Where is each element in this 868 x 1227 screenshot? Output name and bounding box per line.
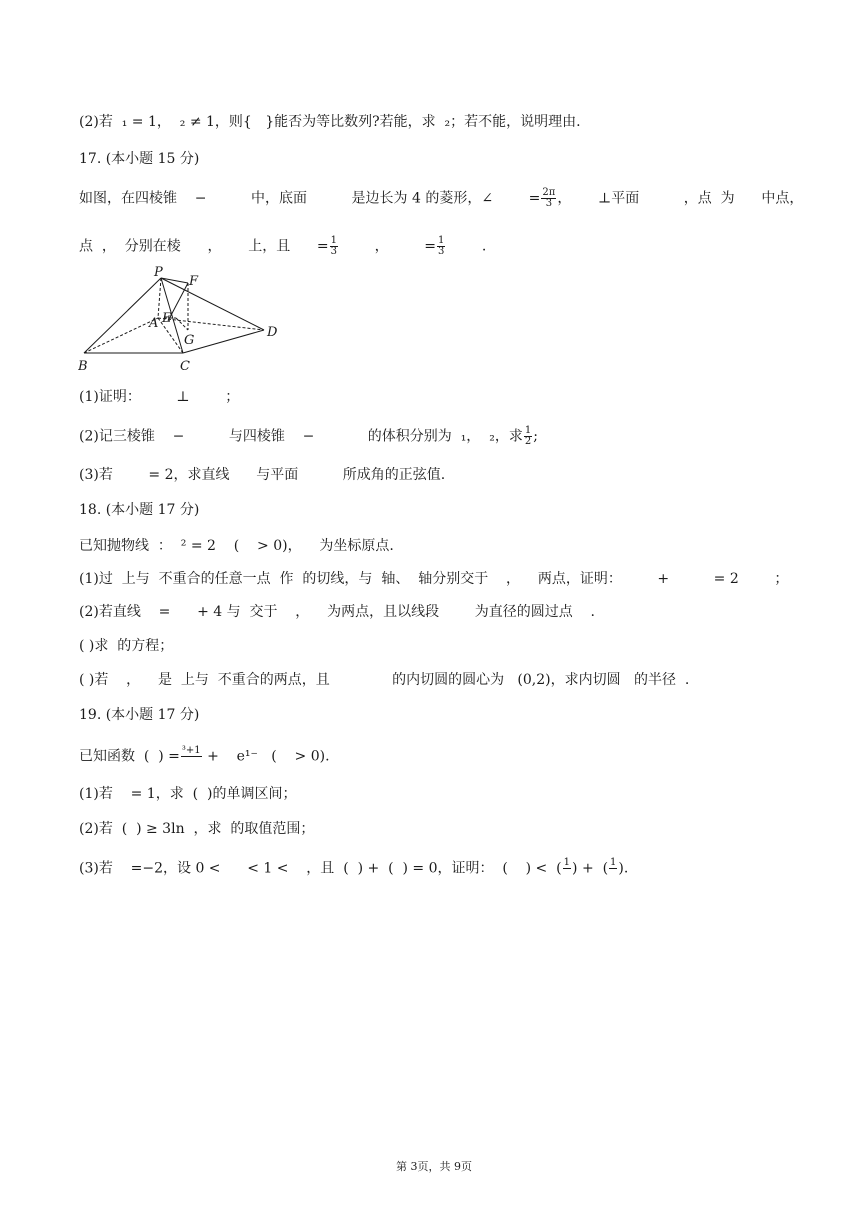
label-A: A <box>149 316 159 331</box>
prev-question-part-2: (2)若 ₁ = 1， ₂ ≠ 1，则{ }能否为等比数列?若能，求 ₂；若不能，说明理由. <box>79 114 581 130</box>
label-C: C <box>180 359 190 374</box>
q18-part-2-i: ( )求 的方程； <box>79 638 174 654</box>
label-B: B <box>78 359 88 374</box>
pyramid-figure <box>78 262 288 378</box>
q17-header: 17. (本小题 15 分) <box>79 151 200 167</box>
q18-stem: 已知抛物线 ： ² = 2 ( > 0)， 为坐标原点. <box>79 538 394 554</box>
q17-volume-fraction: $\frac{1}{2}$ <box>524 425 532 447</box>
q17-stem-line-2: 点 ， 分别在棱 ， 上，且 = $\frac{1}{3}$ ， = $\frac{1}{3}$ . <box>79 235 487 257</box>
q19-part-1: (1)若 = 1，求 ( )的单调区间； <box>79 786 297 802</box>
label-G: G <box>184 333 195 348</box>
q18-part-1: (1)过 上与 不重合的任意一点 作 的切线，与 轴、 轴分别交于 ， 两点，证明： + = 2 ； <box>79 571 789 587</box>
q17-part-2: (2)记三棱锥 − 与四棱锥 − 的体积分别为 ₁， ₂，求 $\frac{1}{2}$ ; <box>79 425 538 447</box>
q18-part-2-ii: ( )若 ， 是 上与 不重合的两点，且 的内切圆的圆心为 (0,2)，求内切圆 的半径 . <box>79 672 690 688</box>
label-F: F <box>189 274 199 289</box>
q17-angle-fraction: $\frac{2\pi}{3}$ <box>542 187 556 209</box>
q19-reciprocal-fraction-2: 1 <box>610 857 617 868</box>
q19-header: 19. (本小题 17 分) <box>79 707 200 723</box>
q17-ratio-fraction-1: $\frac{1}{3}$ <box>330 235 338 257</box>
q19-stem: 已知函数 ( ) = ³+1 + e¹⁻ ( > 0). <box>79 746 330 767</box>
label-P: P <box>154 265 163 280</box>
q18-part-2: (2)若直线 = + 4 与 交于 ， 为两点，且以线段 为直径的圆过点 . <box>79 604 595 620</box>
q18-header: 18. (本小题 17 分) <box>79 502 200 518</box>
q17-part-3: (3)若 = 2，求直线 与平面 所成角的正弦值. <box>79 467 446 483</box>
q19-function-fraction: ³+1 <box>181 745 201 756</box>
q17-stem-line-1: 如图，在四棱锥 − 中，底面 是边长为 4 的菱形，∠ = $\frac{2\pi}{3}$ ， ⊥平面 ，点 为 中点， <box>79 187 804 209</box>
label-E: E <box>162 311 172 326</box>
page-footer: 第 3页，共 9页 <box>396 1160 472 1173</box>
label-D: D <box>267 325 278 340</box>
q19-part-3: (3)若 =−2，设 0 < < 1 < ，且 ( ) + ( ) = 0，证明： ( ) < ( 1 ) + ( 1 ). <box>79 858 628 879</box>
q17-part-1: (1)证明： ⊥ ； <box>79 389 240 405</box>
q17-ratio-fraction-2: $\frac{1}{3}$ <box>437 235 445 257</box>
q19-part-2: (2)若 ( ) ≥ 3ln ，求 的取值范围； <box>79 821 315 837</box>
q19-reciprocal-fraction-1: 1 <box>563 857 571 868</box>
